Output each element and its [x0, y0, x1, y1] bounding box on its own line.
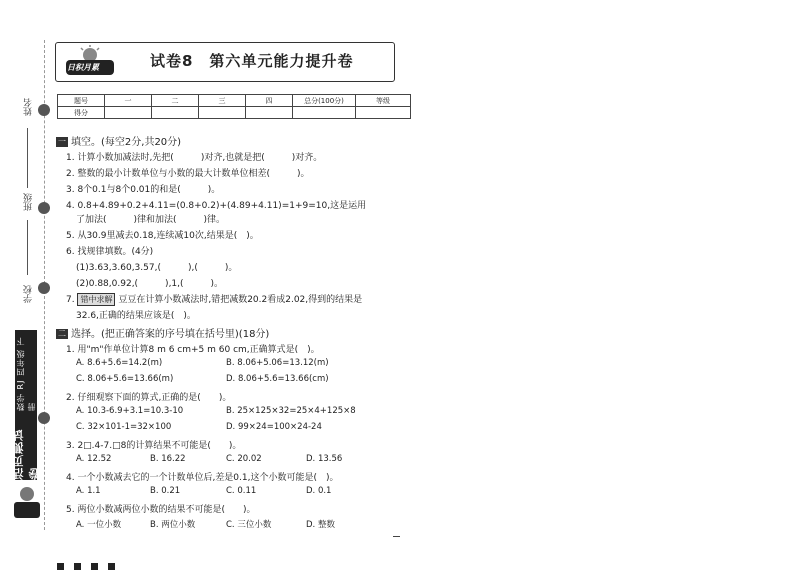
option-d[interactable]: D. 8.06+5.6=13.66(cm) — [226, 374, 329, 384]
class-write-line — [27, 220, 28, 275]
question-text: 4. 一个小数减去它的一个计数单位后,差是0.1,这个小数可能是( )。 — [66, 473, 339, 483]
page-marker-dots — [57, 555, 125, 574]
question-text: 5. 两位小数减两位小数的结果不可能是( )。 — [66, 505, 256, 515]
question-text: 了加法( )律和加法( )律。 — [76, 215, 226, 225]
question-text: 豆豆在计算小数减法时,错把减数20.2看成2.02,得到的结果是 — [118, 295, 363, 305]
spine-title: 活页测试卷 — [11, 428, 42, 480]
section-2-title: 选择。(把正确答案的序号填在括号里)(18分) — [71, 329, 270, 340]
question-text: 1. 用"m"作单位计算8 m 6 cm+5 m 60 cm,正确算式是( )。 — [66, 345, 320, 355]
score-table-header-row — [58, 95, 411, 107]
option-c[interactable]: C. 0.11 — [226, 486, 257, 496]
option-d[interactable]: D. 13.56 — [306, 454, 343, 464]
question-number: 7. — [66, 295, 75, 305]
binding-hole — [38, 104, 50, 116]
section-1-heading — [56, 133, 181, 148]
option-d[interactable]: D. 99×24=100×24-24 — [226, 422, 322, 432]
marker-square — [57, 563, 64, 570]
option-b[interactable]: B. 16.22 — [150, 454, 186, 464]
marker-square — [108, 563, 115, 570]
option-b[interactable]: B. 0.21 — [150, 486, 181, 496]
score-cell[interactable] — [199, 107, 246, 119]
marker-square — [91, 563, 98, 570]
question-text: 4. 0.8+4.89+0.2+4.11=(0.8+0.2)+(4.89+4.11)=1+9=10,这是运用 — [66, 201, 367, 211]
name-label: 姓名 — [24, 98, 34, 116]
score-cell[interactable] — [293, 107, 356, 119]
score-header-cell: 题号 — [58, 95, 105, 107]
name-write-line — [27, 128, 28, 188]
score-row-label: 得分 — [58, 107, 105, 119]
page-mark-dash — [393, 536, 400, 537]
brand-logo-text: 日积月累 — [67, 63, 99, 72]
score-cell[interactable] — [356, 107, 411, 119]
option-b[interactable]: B. 两位小数 — [150, 520, 196, 530]
score-header-cell: 三 — [199, 95, 246, 107]
section-2-number: 二 — [58, 329, 66, 338]
score-cell[interactable] — [152, 107, 199, 119]
section-2-heading — [56, 325, 269, 340]
score-header-cell: 总分(100分) — [293, 95, 356, 107]
option-c[interactable]: C. 32×101-1=32×100 — [76, 422, 172, 432]
score-header-cell: 一 — [105, 95, 152, 107]
question-text: 32.6,正确的结果应该是( )。 — [76, 311, 196, 321]
section-1-title: 填空。(每空2分,共20分) — [71, 137, 182, 148]
score-cell[interactable] — [105, 107, 152, 119]
option-c[interactable]: C. 三位小数 — [226, 520, 272, 530]
error-correction-tag: 错中求解 — [77, 293, 115, 306]
score-header-cell: 四 — [246, 95, 293, 107]
score-cell[interactable] — [246, 107, 293, 119]
question-text: 3. 2□.4-7.□8的计算结果不可能是( )。 — [66, 441, 242, 451]
question-text: 5. 从30.9里减去0.18,连续减10次,结果是( )。 — [66, 231, 259, 241]
option-b[interactable]: B. 25×125×32=25×4+125×8 — [226, 406, 356, 416]
section-1-number: 一 — [58, 137, 66, 146]
score-table — [57, 94, 411, 119]
class-label: 班级 — [24, 193, 34, 211]
question-text: (1)3.63,3.60,3.57,( ),( )。 — [76, 263, 238, 273]
page-title: 试卷8 第六单元能力提升卷 — [150, 52, 354, 70]
score-table-score-row — [58, 107, 411, 119]
binding-hole — [38, 282, 50, 294]
option-a[interactable]: A. 10.3-6.9+3.1=10.3-10 — [76, 406, 184, 416]
option-b[interactable]: B. 8.06+5.06=13.12(m) — [226, 358, 329, 368]
option-d[interactable]: D. 整数 — [306, 520, 335, 530]
binding-hole — [38, 202, 50, 214]
school-label: 学校 — [24, 285, 34, 303]
spine-banner — [11, 330, 42, 480]
option-a[interactable]: A. 8.6+5.6=14.2(m) — [76, 358, 163, 368]
question-text: 1. 计算小数加减法时,先把( )对齐,也就是把( )对齐。 — [66, 153, 323, 163]
question-text: 2. 整数的最小计数单位与小数的最大计数单位相差( )。 — [66, 169, 310, 179]
option-a[interactable]: A. 1.1 — [76, 486, 101, 496]
question-text: (2)0.88,0.92,( ),1,( )。 — [76, 279, 224, 289]
question-text: 3. 8个0.1与8个0.01的和是( )。 — [66, 185, 221, 195]
spine-subtitle: 数学 RJ 四年级 下册 — [16, 336, 36, 411]
question-text: 6. 找规律填数。(4分) — [66, 247, 154, 257]
question-text: 2. 仔细观察下面的算式,正确的是( )。 — [66, 393, 232, 403]
question-7 — [66, 292, 362, 306]
option-a[interactable]: A. 12.52 — [76, 454, 112, 464]
option-d[interactable]: D. 0.1 — [306, 486, 332, 496]
option-a[interactable]: A. 一位小数 — [76, 520, 122, 530]
option-c[interactable]: C. 8.06+5.6=13.66(m) — [76, 374, 174, 384]
marker-square — [74, 563, 81, 570]
score-header-cell: 等级 — [356, 95, 411, 107]
option-c[interactable]: C. 20.02 — [226, 454, 262, 464]
score-header-cell: 二 — [152, 95, 199, 107]
brand-logo-small — [12, 482, 42, 522]
